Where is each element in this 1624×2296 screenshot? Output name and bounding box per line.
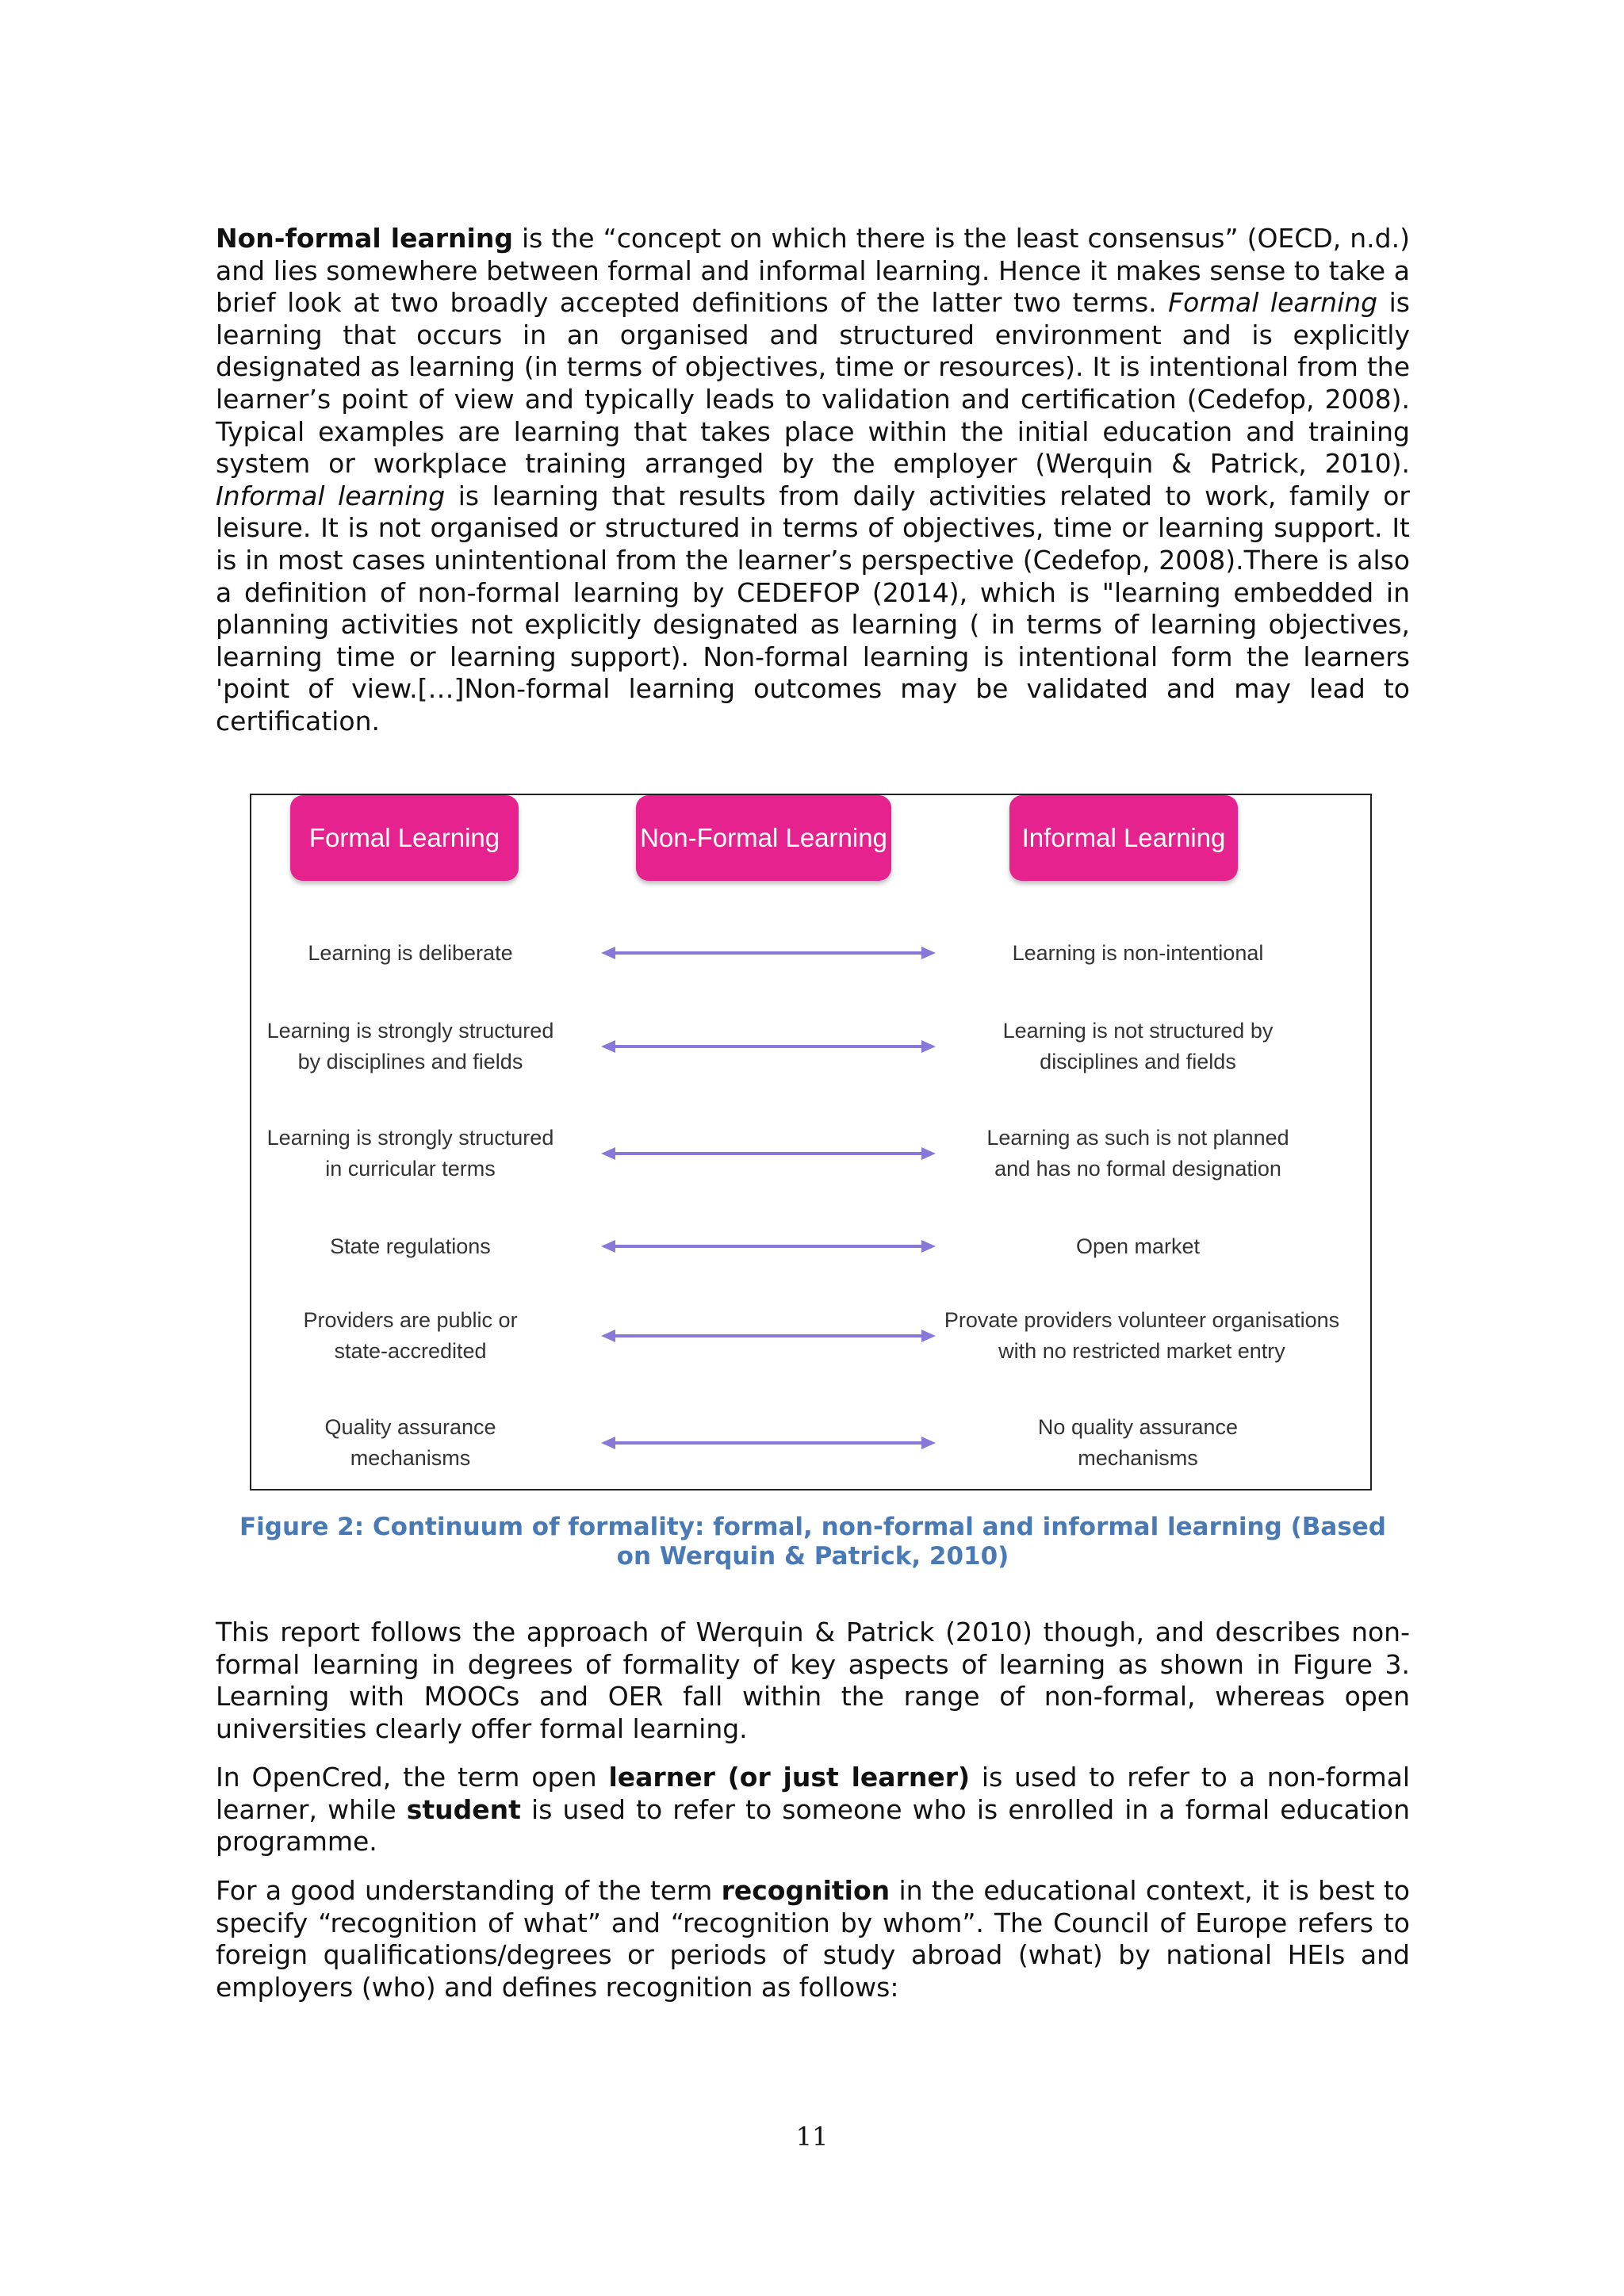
page-number: 11 [795,2122,829,2152]
informal-characteristic: Provate providers volunteer organisations with no restricted market entry [944,1308,1340,1363]
formal-characteristic: Quality assurance mechanisms [324,1415,496,1470]
double-arrow-icon [601,1037,936,1056]
term-nonformal-learning: Non-formal learning [216,223,513,254]
figure-caption: Figure 2: Continuum of formality: formal, non-formal and informal learning (Based on Werquin & Patrick, 2010) [239,1513,1386,1571]
formal-characteristic: Learning is strongly structured in curricular terms [266,1126,554,1181]
paragraph-approach: This report follows the approach of Werquin & Patrick (2010) though, and describes non-formal learning in degrees of formality of key aspects of learning as shown in Figure 3. Learning with MOOCs and OER fall within the range of non-formal, whereas open universities clearly offer formal learning. [216,1617,1410,1744]
informal-characteristic: No quality assurance mechanisms [1037,1415,1239,1470]
informal-characteristic: Learning as such is not planned and has no formal designation [986,1126,1289,1181]
term-recognition: recognition [721,1875,891,1906]
informal-characteristic: Learning is non-intentional [1012,940,1264,965]
header-informal-learning: Informal Learning [1009,795,1238,881]
double-arrow-icon [601,943,936,962]
paragraph-recognition: For a good understanding of the term recognition in the educational context, it is best to specify “recognition of what” and “recognition by whom”. The Council of Europe refers to foreign qualifications/degrees or periods of study abroad (what) by national HEIs and employers (who) and defines recognition as follows: [216,1875,1410,2003]
formal-characteristic: State regulations [330,1234,491,1258]
term-informal-learning: Informal learning [216,480,446,511]
double-arrow-icon [601,1326,936,1345]
formal-characteristic: Providers are public or state-accredited [303,1308,518,1363]
double-arrow-icon [601,1433,936,1452]
formal-characteristic: Learning is strongly structured by disciplines and fields [266,1019,554,1073]
informal-characteristic: Learning is not structured by disciplines and fields [1002,1019,1274,1073]
double-arrow-icon [601,1144,936,1163]
header-nonformal-learning: Non-Formal Learning [636,795,891,881]
paragraph-learner-student: In OpenCred, the term open learner (or just learner) is used to refer to a non-formal learner, while student is used to refer to someone who is enrolled in a formal education programme. [216,1762,1411,1858]
term-student: student [406,1793,521,1825]
term-formal-learning: Formal learning [1168,287,1378,319]
term-learner: learner (or just learner) [608,1762,971,1793]
header-formal-learning: Formal Learning [290,795,519,881]
double-arrow-icon [601,1237,936,1256]
informal-characteristic: Open market [1075,1234,1201,1258]
formal-characteristic: Learning is deliberate [308,940,513,965]
paragraph-nonformal-definition: Non-formal learning is the “concept on which there is the least consensus” (OECD, n.d.) and lies somewhere between formal and informal learning. Hence it makes sense to take a brief look at two broadly accepted definitions of the latter two terms. Formal learning is learning that occurs in an organised and structured environment and is explicitly designated as learning (in terms of objectives, time or resources). It is intentional from the learner’s point of view and typically leads to validation and certification (Cedefop, 2008). Typical examples are learning that takes place within the initial education and training system or workplace training arranged by the employer (Werquin & Patrick, 2010). Informal learning is learning that results from daily activities related to work, family or leisure. It is not organised or structured in terms of objectives, time or learning support. It is in most cases unintentional from the learner’s perspective (Cedefop, 2008).There is also a definition of non-formal learning by CEDEFOP (2014), which is "learning embedded in planning activities not explicitly designated as learning ( in terms of learning objectives, learning time or learning support). Non-formal learning is intentional form the learners 'point of view.[…]Non-formal learning outcomes may be validated and may lead to certification. [216,223,1410,737]
